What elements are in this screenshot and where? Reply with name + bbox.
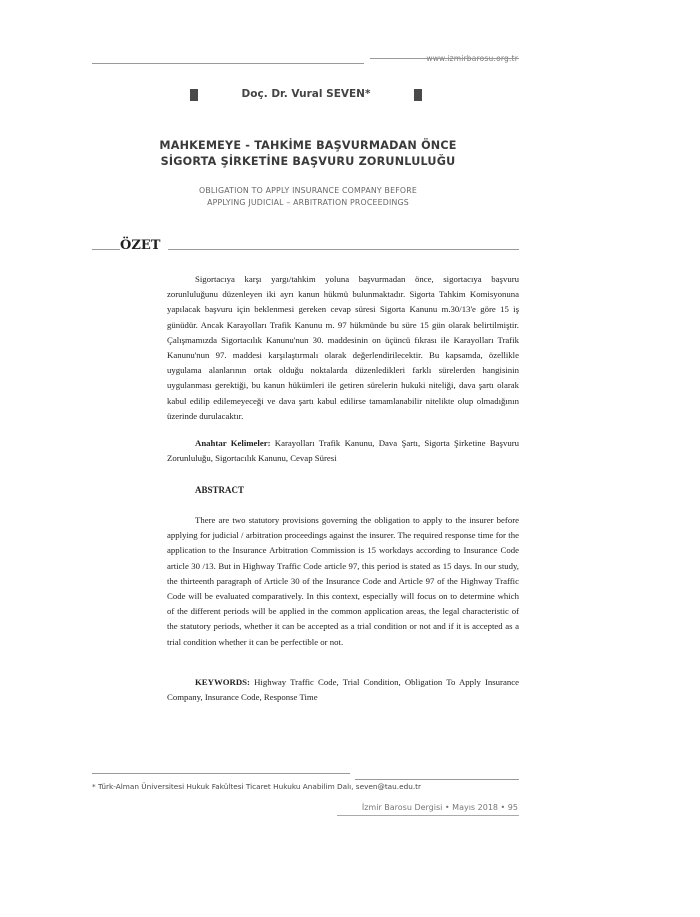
keywords-tr-list: Karayolları Trafik Kanunu, Dava Şartı, Sigorta Şirketine Başvuru Zorunluluğu, Sigortacılık Kanunu, Cevap Süresi — [167, 438, 519, 464]
author-row — [190, 88, 422, 102]
header-rule — [92, 63, 364, 64]
article-title-line1: MAHKEMEYE - TAHKİME BAŞVURMADAN ÖNCE — [159, 139, 457, 152]
keywords-en — [167, 675, 519, 705]
keywords-tr — [167, 436, 519, 466]
footer-rule — [337, 815, 519, 816]
abstract-heading: ABSTRACT — [195, 485, 245, 495]
footnote-rule-upper — [92, 773, 350, 774]
article-subtitle-line2: APPLYING JUDICIAL – ARBITRATION PROCEEDINGS — [207, 198, 409, 207]
abstract-paragraph: There are two statutory provisions governing the obligation to apply to the insurer before applying for judicial / arbitration proceedings against the insurer. The required response time for the application to the Insurance Arbitration Commission is 15 workdays according to Insurance Code article 30 /13. But in Highway Traffic Code article 97, this period is stated as 15 days. In our study, the thirteenth paragraph of Article 30 of the Insurance Code and Article 97 of the Highway Traffic Code will be evaluated comparatively. In this context, especially will focus on to determine which of the different periods will be applied in the common application areas, the legal characteristic of the statutory periods, whether it can be accepted as a trial condition or not and if it is accepted as a trial condition whether it can be perfectible or not. — [167, 515, 519, 647]
ozet-section — [167, 272, 519, 424]
abstract-section — [167, 513, 519, 650]
keywords-tr-label: Anahtar Kelimeler: — [195, 438, 271, 448]
square-ornament-right — [414, 89, 422, 101]
header-rule-upper — [370, 58, 519, 59]
site-url: www.izmirbarosu.org.tr — [426, 54, 518, 63]
ozet-paragraph: Sigortacıya karşı yargı/tahkim yoluna başvurmadan önce, sigortacıya başvuru zorunluluğunu düzenleyen iki ayrı kanun hükmü bulunmaktadır. Sigorta Tahkim Komisyonuna yapılacak başvuru için beklenmesi gereken cevap süresi Sigorta Kanunu m.30/13'e göre 15 iş günüdür. Ancak Karayolları Trafik Kanunu m. 97 hükmünde bu süre 15 gün olarak belirtilmiştir. Çalışmamızda Sigortacılık Kanunu'nun 30. maddesinin on üçüncü fıkrası ile Karayolları Trafik Kanunu'nun 97. maddesi karşılaştırmalı olarak değerlendirilecektir. Bu kapsamda, özellikle uygulama alanlarının ortak olduğu noktalarda düzenledikleri farklı sürelerden hangisinin uygulanması gerektiği, bu kanun hükümleri ile getiren sürelerin hukuki niteliği, dava şartı olarak kabul edilip edilemeyeceği ve dava şartı kabul edilirse tamamlanabilir nitelikte olup olmadığının üzerinde durulacaktır. — [167, 274, 519, 421]
article-title-line2: SİGORTA ŞİRKETİNE BAŞVURU ZORUNLULUĞU — [160, 155, 456, 168]
keywords-en-label: KEYWORDS: — [195, 677, 250, 687]
article-subtitle-line1: OBLIGATION TO APPLY INSURANCE COMPANY BEFORE — [199, 186, 417, 195]
ozet-heading: ÖZET — [120, 238, 168, 253]
keywords-en-list: Highway Traffic Code, Trial Condition, Obligation To Apply Insurance Company, Insurance Code, Response Time — [167, 677, 519, 703]
author-name: Doç. Dr. Vural SEVEN* — [241, 88, 371, 100]
author-footnote: * Türk-Alman Üniversitesi Hukuk Fakültesi Ticaret Hukuku Anabilim Dalı, seven@tau.edu.tr — [92, 782, 422, 791]
footnote-rule — [355, 779, 519, 780]
journal-footer: İzmir Barosu Dergisi • Mayıs 2018 • 95 — [361, 803, 518, 812]
